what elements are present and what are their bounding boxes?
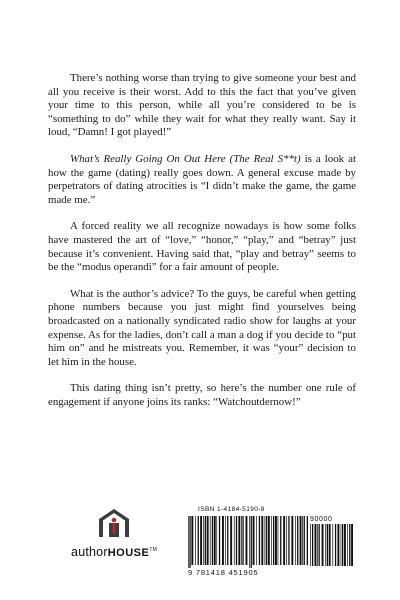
barcode-bar (337, 524, 339, 566)
barcode-bar (241, 516, 242, 565)
paragraph-text: A forced reality we all recognize nowadays is how some folks have mastered the art of “love,” “honor,” “play,” and “betray” just because it’s convenient. Having said that, “play and betray” seems to be the “modus operandi” for a fair amount of people. (48, 220, 356, 274)
blurb-paragraph-4 (48, 288, 356, 370)
barcode-bar (325, 524, 326, 566)
barcode-bar (219, 516, 220, 565)
barcode-bar (297, 516, 298, 565)
barcode-bar (266, 516, 267, 565)
barcode-bar (341, 524, 342, 566)
barcode-bar (295, 516, 296, 565)
barcode-bar (342, 524, 343, 566)
barcode-bar (198, 516, 199, 565)
barcode-bar (344, 524, 346, 566)
barcode-bar (283, 516, 285, 565)
barcode-bar (195, 516, 196, 565)
barcode-bar (210, 516, 211, 565)
paragraph-text: is a look at how the game (dating) really goes down. A general excuse made by perpetrators of dating atrocities is “I didn’t make the game, the game made me.” (48, 152, 356, 206)
barcode-bar (230, 516, 232, 565)
barcode-bar (322, 524, 324, 566)
barcode-bar (205, 516, 206, 565)
barcode-bar (227, 516, 228, 565)
barcode-bar (327, 524, 328, 566)
barcode-bar (261, 516, 263, 565)
blurb-paragraph-3 (48, 220, 356, 274)
barcode-bar (319, 524, 320, 566)
barcode-bar (280, 516, 281, 565)
barcode-bar (268, 516, 270, 565)
barcode-bar (310, 524, 311, 566)
barcode-bar (214, 516, 216, 565)
barcode-bar (300, 516, 302, 565)
barcode-bar (347, 524, 348, 566)
barcode-bar (259, 516, 260, 565)
addon-barcode-bars (310, 524, 356, 568)
barcode-bar (275, 516, 277, 565)
barcode-bar (265, 516, 266, 565)
barcode-bar (335, 524, 336, 566)
barcode-bar (278, 516, 279, 565)
blurb-paragraph-2 (48, 153, 356, 207)
publisher-wordmark: authorHOUSE™ (71, 545, 157, 559)
barcode-bar (222, 516, 224, 565)
blurb-paragraph-1 (48, 72, 356, 140)
barcode-bar (273, 516, 274, 565)
barcode-bar (291, 516, 293, 565)
isbn-barcode (188, 508, 360, 576)
barcode-bar (188, 516, 189, 568)
barcode-bar (203, 516, 204, 565)
paragraph-text: This dating thing isn’t pretty, so here’s the number one rule of engagement if anyone joins its ranks: “Watchoutdernow!” (48, 382, 356, 408)
back-cover-blurb (48, 72, 356, 422)
ean-barcode-bars (188, 516, 308, 568)
barcode-bar (225, 516, 226, 565)
barcode-bar (329, 524, 331, 566)
barcode-bar (349, 524, 350, 566)
barcode-bar (238, 516, 240, 565)
isbn-label: ISBN 1-4184-5190-8 (198, 506, 265, 513)
barcode-bar (307, 516, 308, 565)
ean-digits: 9 781418 451905 (188, 568, 259, 577)
book-title-italic: What’s Really Going On Out Here (The Real S**t) (70, 152, 301, 165)
barcode-bar (286, 516, 287, 565)
barcode-bar (351, 524, 353, 566)
barcode-bar (256, 516, 257, 565)
barcode-bar (312, 524, 313, 566)
barcode-bar (200, 516, 202, 565)
barcode-bar (249, 516, 250, 568)
barcode-bar (189, 516, 190, 568)
barcode-bar (207, 516, 209, 565)
barcode-bar (251, 516, 252, 568)
barcode-bar (253, 516, 255, 565)
publisher-logo (66, 508, 162, 568)
barcode-bar (234, 516, 235, 565)
barcode-bar (332, 524, 333, 566)
barcode-bar (271, 516, 272, 565)
barcode-bar (236, 516, 237, 565)
barcode-bar (216, 516, 217, 565)
barcode-bar (212, 516, 213, 565)
paragraph-text: There’s nothing worse than trying to give someone your best and all you receive is their worst. Add to this the fact that you’ve given your time to this person, while all you’re considered to be is “something to do” while they wait for what they really want. Say it loud, “Damn! I got played!” (48, 72, 356, 139)
house-book-icon (98, 508, 130, 538)
barcode-bar (317, 524, 318, 566)
barcode-bar (302, 516, 303, 565)
barcode-bar (288, 516, 289, 565)
barcode-bar (246, 516, 248, 565)
price-code: 90000 (310, 516, 333, 523)
barcode-bar (304, 516, 305, 565)
blurb-paragraph-5 (48, 382, 356, 409)
paragraph-text: What is the author’s advice? To the guys, be careful when getting phone numbers because you just might find yourselves being broadcasted on a nationally syndicated radio show for laughs at your expense. As for the ladies, don’t call a man a dog if you decide to “put him on” and he mistreats you. Remember, it was “your” decision to let him in the house. (48, 287, 356, 368)
barcode-bar (242, 516, 243, 565)
barcode-bar (191, 516, 193, 565)
barcode-bar (315, 524, 317, 566)
